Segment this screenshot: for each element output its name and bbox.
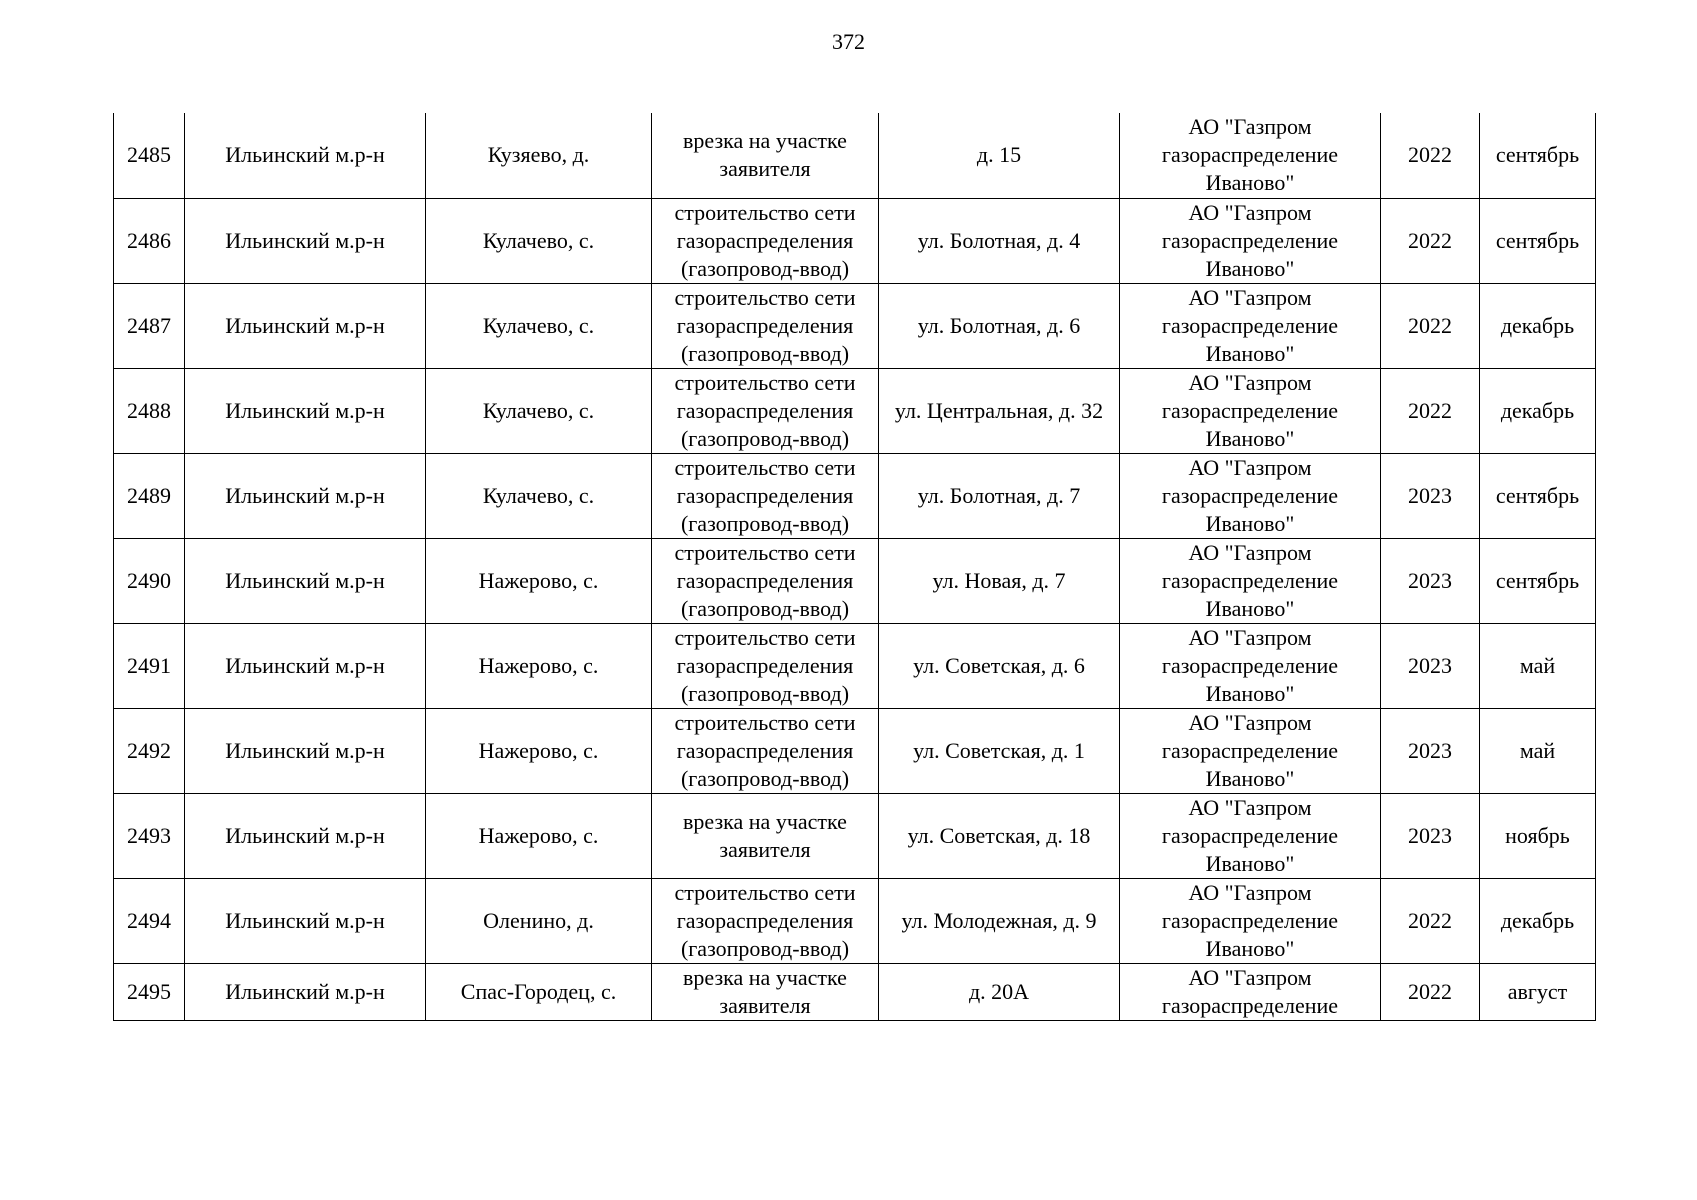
address: ул. Болотная, д. 4 bbox=[879, 198, 1120, 283]
month: декабрь bbox=[1480, 878, 1596, 963]
table-row bbox=[114, 793, 1596, 878]
address: ул. Молодежная, д. 9 bbox=[879, 878, 1120, 963]
work-type: строительство сети газораспределения (газопровод-ввод) bbox=[652, 708, 879, 793]
locality: Кулачево, с. bbox=[426, 198, 652, 283]
address: ул. Болотная, д. 6 bbox=[879, 283, 1120, 368]
month: ноябрь bbox=[1480, 793, 1596, 878]
table-row bbox=[114, 453, 1596, 538]
table-body bbox=[114, 113, 1596, 1020]
year: 2022 bbox=[1381, 963, 1480, 1020]
district: Ильинский м.р-н bbox=[185, 963, 426, 1020]
locality: Нажерово, с. bbox=[426, 538, 652, 623]
row-number: 2487 bbox=[114, 283, 185, 368]
table-row bbox=[114, 963, 1596, 1020]
row-number: 2491 bbox=[114, 623, 185, 708]
year: 2023 bbox=[1381, 793, 1480, 878]
organization: АО "Газпром газораспределение bbox=[1120, 963, 1381, 1020]
district: Ильинский м.р-н bbox=[185, 113, 426, 198]
year: 2022 bbox=[1381, 878, 1480, 963]
locality: Кузяево, д. bbox=[426, 113, 652, 198]
row-number: 2495 bbox=[114, 963, 185, 1020]
table-row bbox=[114, 198, 1596, 283]
organization: АО "Газпром газораспределение Иваново" bbox=[1120, 113, 1381, 198]
row-number: 2488 bbox=[114, 368, 185, 453]
organization: АО "Газпром газораспределение Иваново" bbox=[1120, 453, 1381, 538]
locality: Кулачево, с. bbox=[426, 453, 652, 538]
row-number: 2489 bbox=[114, 453, 185, 538]
district: Ильинский м.р-н bbox=[185, 283, 426, 368]
month: май bbox=[1480, 708, 1596, 793]
work-type: строительство сети газораспределения (газопровод-ввод) bbox=[652, 878, 879, 963]
work-type: строительство сети газораспределения (газопровод-ввод) bbox=[652, 368, 879, 453]
organization: АО "Газпром газораспределение Иваново" bbox=[1120, 538, 1381, 623]
locality: Нажерово, с. bbox=[426, 793, 652, 878]
address: ул. Советская, д. 1 bbox=[879, 708, 1120, 793]
month: август bbox=[1480, 963, 1596, 1020]
table-row bbox=[114, 878, 1596, 963]
table-row bbox=[114, 283, 1596, 368]
year: 2022 bbox=[1381, 283, 1480, 368]
table-row bbox=[114, 113, 1596, 198]
month: сентябрь bbox=[1480, 453, 1596, 538]
work-type: врезка на участке заявителя bbox=[652, 793, 879, 878]
year: 2023 bbox=[1381, 623, 1480, 708]
address: д. 15 bbox=[879, 113, 1120, 198]
work-type: строительство сети газораспределения (газопровод-ввод) bbox=[652, 538, 879, 623]
district: Ильинский м.р-н bbox=[185, 708, 426, 793]
table-row bbox=[114, 368, 1596, 453]
locality: Кулачево, с. bbox=[426, 368, 652, 453]
locality: Нажерово, с. bbox=[426, 708, 652, 793]
month: сентябрь bbox=[1480, 538, 1596, 623]
work-type: строительство сети газораспределения (газопровод-ввод) bbox=[652, 453, 879, 538]
district: Ильинский м.р-н bbox=[185, 198, 426, 283]
year: 2022 bbox=[1381, 198, 1480, 283]
organization: АО "Газпром газораспределение Иваново" bbox=[1120, 878, 1381, 963]
work-type: строительство сети газораспределения (газопровод-ввод) bbox=[652, 623, 879, 708]
locality: Спас-Городец, с. bbox=[426, 963, 652, 1020]
year: 2023 bbox=[1381, 538, 1480, 623]
row-number: 2485 bbox=[114, 113, 185, 198]
district: Ильинский м.р-н bbox=[185, 453, 426, 538]
organization: АО "Газпром газораспределение Иваново" bbox=[1120, 708, 1381, 793]
month: сентябрь bbox=[1480, 113, 1596, 198]
organization: АО "Газпром газораспределение Иваново" bbox=[1120, 793, 1381, 878]
row-number: 2492 bbox=[114, 708, 185, 793]
address: ул. Болотная, д. 7 bbox=[879, 453, 1120, 538]
row-number: 2493 bbox=[114, 793, 185, 878]
row-number: 2490 bbox=[114, 538, 185, 623]
address: д. 20А bbox=[879, 963, 1120, 1020]
row-number: 2486 bbox=[114, 198, 185, 283]
page-number: 372 bbox=[832, 29, 865, 54]
work-type: строительство сети газораспределения (газопровод-ввод) bbox=[652, 198, 879, 283]
address: ул. Советская, д. 18 bbox=[879, 793, 1120, 878]
work-type: врезка на участке заявителя bbox=[652, 113, 879, 198]
table-row bbox=[114, 708, 1596, 793]
month: май bbox=[1480, 623, 1596, 708]
organization: АО "Газпром газораспределение Иваново" bbox=[1120, 283, 1381, 368]
year: 2023 bbox=[1381, 708, 1480, 793]
district: Ильинский м.р-н bbox=[185, 368, 426, 453]
table-row bbox=[114, 538, 1596, 623]
month: декабрь bbox=[1480, 283, 1596, 368]
year: 2022 bbox=[1381, 368, 1480, 453]
table-row bbox=[114, 623, 1596, 708]
address: ул. Новая, д. 7 bbox=[879, 538, 1120, 623]
locality: Оленино, д. bbox=[426, 878, 652, 963]
district: Ильинский м.р-н bbox=[185, 538, 426, 623]
district: Ильинский м.р-н bbox=[185, 623, 426, 708]
connection-schedule-table bbox=[113, 113, 1596, 1021]
district: Ильинский м.р-н bbox=[185, 793, 426, 878]
district: Ильинский м.р-н bbox=[185, 878, 426, 963]
address: ул. Центральная, д. 32 bbox=[879, 368, 1120, 453]
year: 2023 bbox=[1381, 453, 1480, 538]
locality: Кулачево, с. bbox=[426, 283, 652, 368]
organization: АО "Газпром газораспределение Иваново" bbox=[1120, 368, 1381, 453]
address: ул. Советская, д. 6 bbox=[879, 623, 1120, 708]
organization: АО "Газпром газораспределение Иваново" bbox=[1120, 623, 1381, 708]
work-type: врезка на участке заявителя bbox=[652, 963, 879, 1020]
organization: АО "Газпром газораспределение Иваново" bbox=[1120, 198, 1381, 283]
year: 2022 bbox=[1381, 113, 1480, 198]
work-type: строительство сети газораспределения (газопровод-ввод) bbox=[652, 283, 879, 368]
row-number: 2494 bbox=[114, 878, 185, 963]
month: декабрь bbox=[1480, 368, 1596, 453]
locality: Нажерово, с. bbox=[426, 623, 652, 708]
month: сентябрь bbox=[1480, 198, 1596, 283]
